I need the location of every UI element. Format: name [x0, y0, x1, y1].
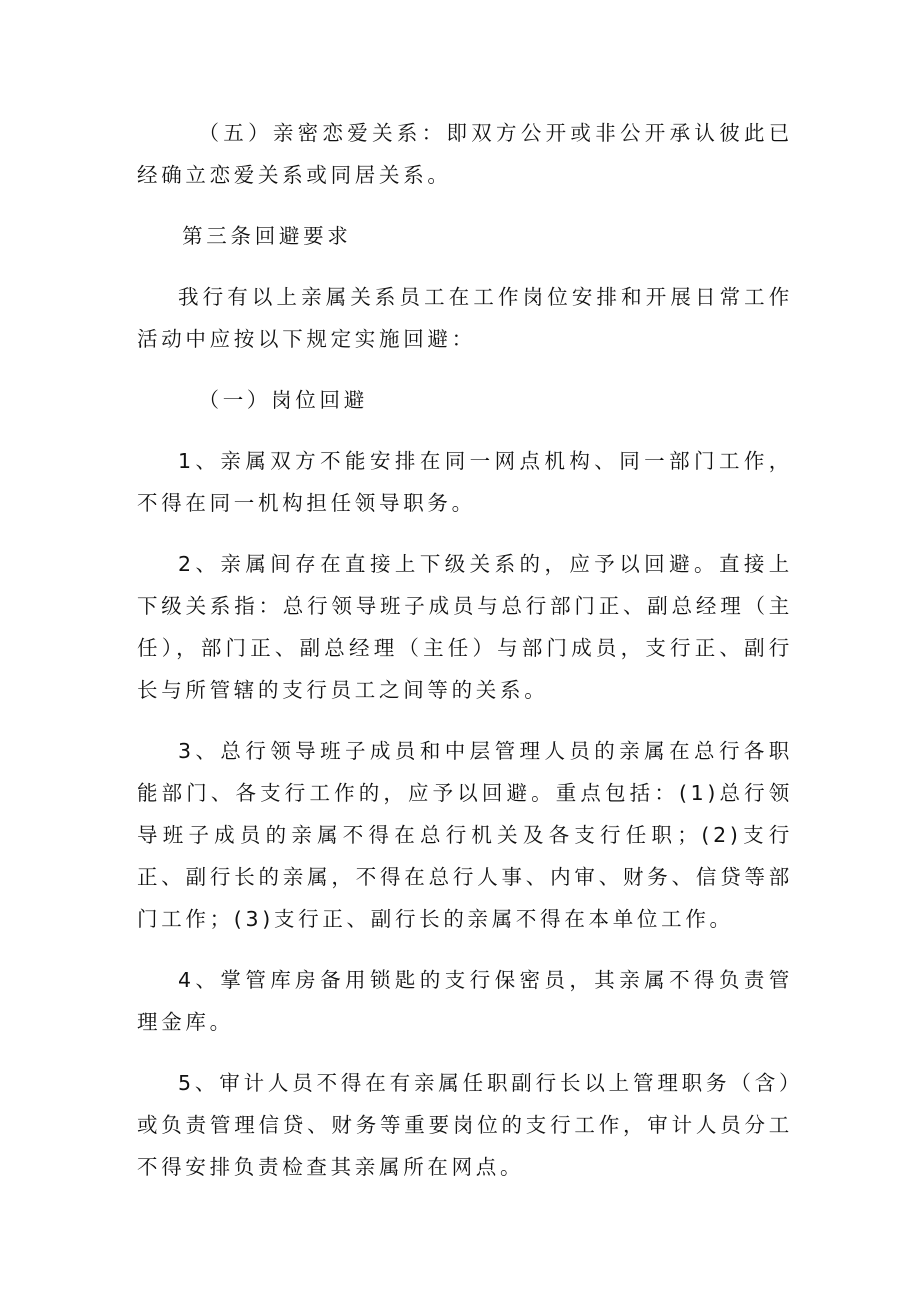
paragraph-item-2: 2、亲属间存在直接上下级关系的，应予以回避。直接上下级关系指：总行领导班子成员与总行部门正、副总经理（主任），部门正、副总经理（主任）与部门成员，支行正、副行长与所管辖的支行员工之间等的关系。 — [137, 552, 793, 702]
paragraph-item-1: 1、亲属双方不能安排在同一网点机构、同一部门工作，不得在同一机构担任领导职务。 — [137, 449, 793, 515]
paragraph-item-4: 4、掌管库房备用锁匙的支行保密员，其亲属不得负责管理金库。 — [137, 968, 793, 1034]
paragraph-definition-5: （五）亲密恋爱关系：即双方公开或非公开承认彼此已经确立恋爱关系或同居关系。 — [137, 121, 793, 187]
paragraph-article-3-intro: 我行有以上亲属关系员工在工作岗位安排和开展日常工作活动中应按以下规定实施回避： — [137, 285, 793, 351]
document-body — [137, 112, 793, 1207]
article-3-heading: 第三条回避要求 — [182, 224, 352, 248]
section-1-heading: （一）岗位回避 — [198, 388, 368, 412]
paragraph-item-3: 3、总行领导班子成员和中层管理人员的亲属在总行各职能部门、各支行工作的，应予以回避。重点包括：(1)总行领导班子成员的亲属不得在总行机关及各支行任职；(2)支行正、副行长的亲属，不得在总行人事、内审、财务、信贷等部门工作；(3)支行正、副行长的亲属不得在本单位工作。 — [137, 739, 793, 931]
paragraph-item-5: 5、审计人员不得在有亲属任职副行长以上管理职务（含）或负责管理信贷、财务等重要岗位的支行工作，审计人员分工不得安排负责检查其亲属所在网点。 — [137, 1071, 793, 1179]
